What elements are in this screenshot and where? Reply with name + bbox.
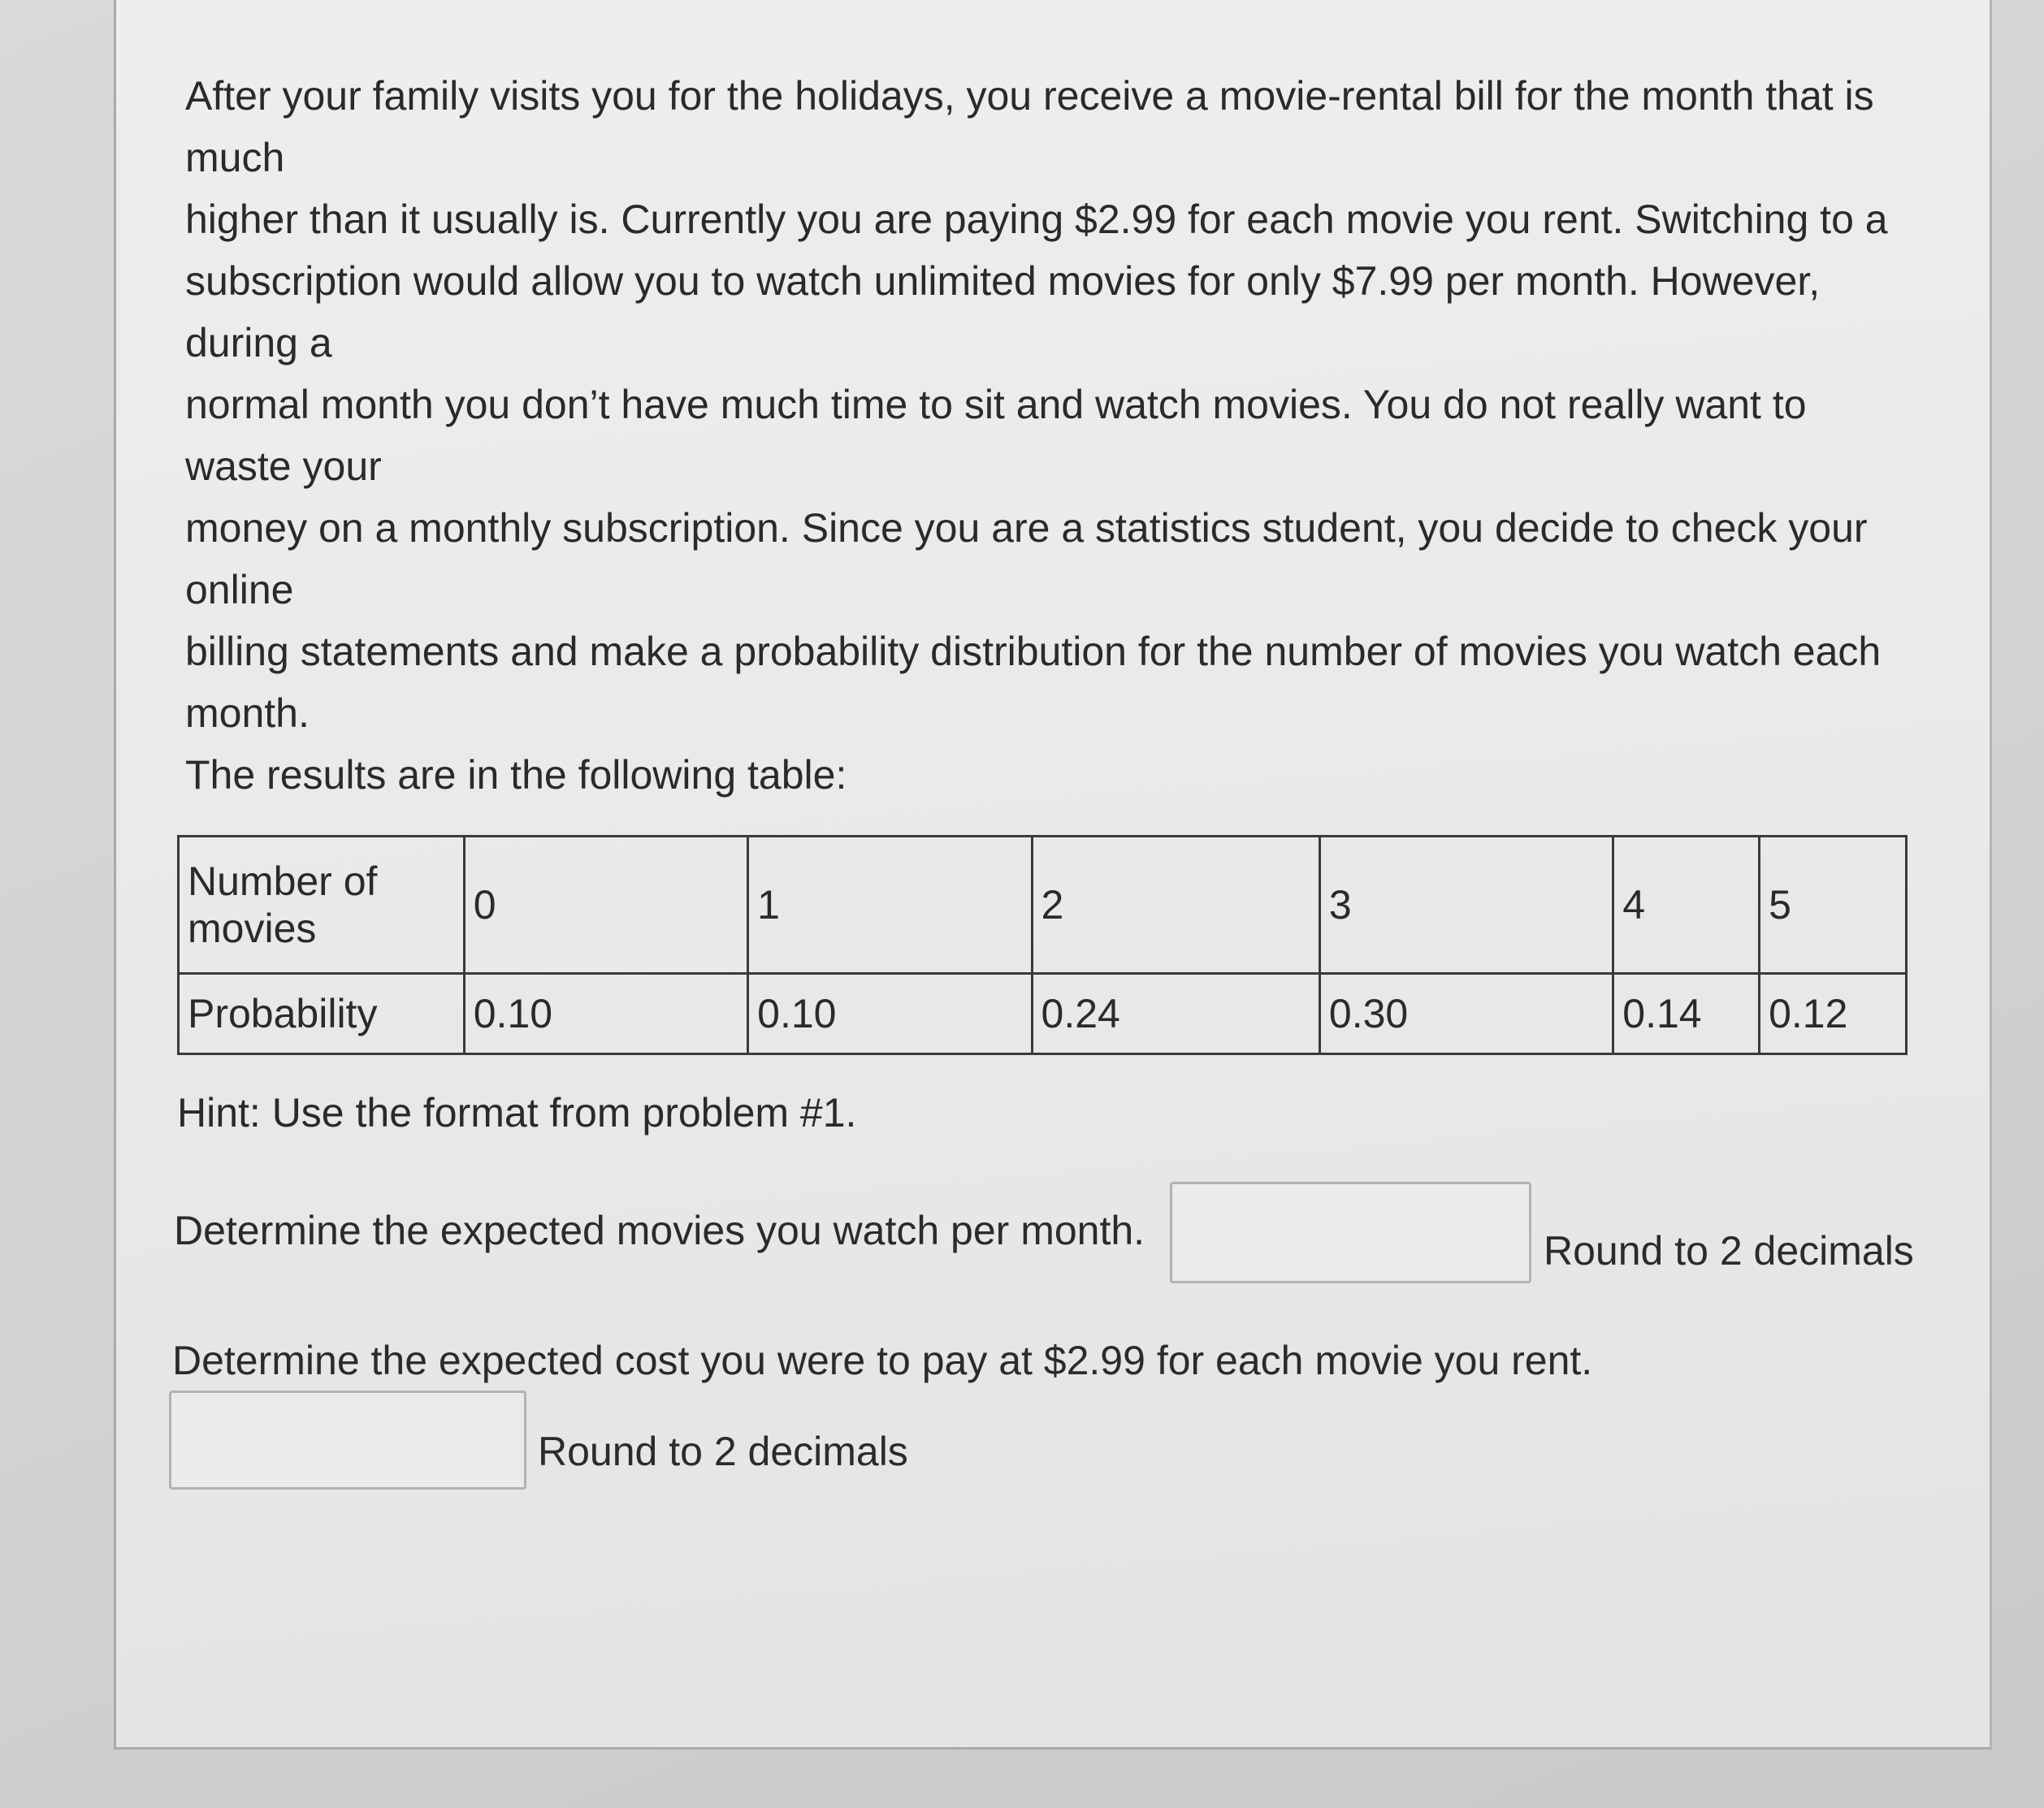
problem-line: during a — [185, 320, 332, 365]
question-2-rounding-note: Round to 2 decimals — [538, 1429, 908, 1474]
problem-line: higher than it usually is. Currently you are paying $2.99 for each movie you rent. Switching to a — [185, 197, 1888, 242]
table-header-cell: Number of movies — [179, 837, 465, 974]
table-cell: 0.10 — [748, 974, 1032, 1054]
problem-line: normal month you don’t have much time to sit and watch movies. You do not really want to — [185, 382, 1807, 427]
expected-cost-input[interactable] — [169, 1391, 526, 1490]
problem-line: waste your — [185, 443, 382, 489]
problem-line: billing statements and make a probability distribution for the number of movies you watch each — [185, 629, 1882, 674]
question-2-label: Determine the expected cost you were to pay at $2.99 for each movie you rent. — [172, 1338, 1593, 1383]
table-cell: 2 — [1032, 837, 1319, 974]
problem-line: online — [185, 567, 294, 612]
problem-line: money on a monthly subscription. Since you are a statistics student, you decide to check your — [185, 505, 1868, 551]
table-header-cell: Probability — [179, 974, 465, 1054]
table-cell: 0.14 — [1613, 974, 1760, 1054]
question-1-label: Determine the expected movies you watch per month. — [174, 1208, 1145, 1253]
table-cell: 3 — [1319, 837, 1613, 974]
table-cell: 0.12 — [1760, 974, 1907, 1054]
problem-line: month. — [185, 690, 310, 736]
problem-statement — [185, 65, 1956, 806]
table-cell: 1 — [748, 837, 1032, 974]
table-cell: 0.10 — [464, 974, 747, 1054]
table-row-probability — [179, 974, 1907, 1054]
table-cell: 0 — [464, 837, 747, 974]
expected-movies-input[interactable] — [1170, 1182, 1531, 1283]
hint-text: Hint: Use the format from problem #1. — [177, 1090, 857, 1135]
table-cell: 0.30 — [1319, 974, 1613, 1054]
problem-line: subscription would allow you to watch unlimited movies for only $7.99 per month. However, — [185, 258, 1821, 304]
table-cell: 0.24 — [1032, 974, 1319, 1054]
table-cell: 5 — [1760, 837, 1907, 974]
table-row-movies — [179, 837, 1907, 974]
problem-line: The results are in the following table: — [185, 752, 847, 798]
problem-line: much — [185, 135, 285, 180]
table-cell: 4 — [1613, 837, 1760, 974]
question-1-rounding-note: Round to 2 decimals — [1544, 1228, 1914, 1274]
problem-line: After your family visits you for the holidays, you receive a movie-rental bill for the month that is — [185, 73, 1874, 119]
probability-distribution-table — [177, 835, 1908, 1055]
